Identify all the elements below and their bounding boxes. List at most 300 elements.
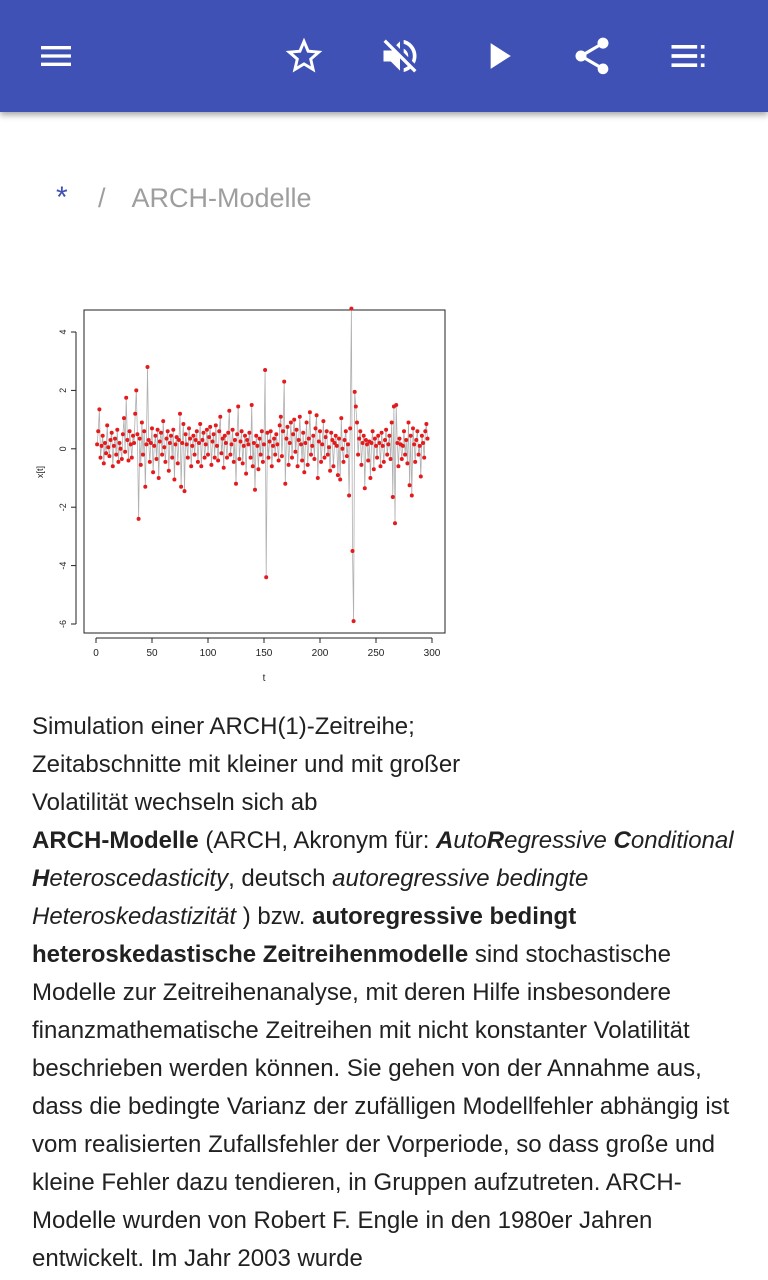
data-point	[191, 434, 195, 438]
data-point	[275, 442, 279, 446]
data-point	[142, 429, 146, 433]
data-point	[189, 464, 193, 468]
data-point	[101, 434, 105, 438]
data-point	[259, 453, 263, 457]
data-point	[267, 456, 271, 460]
data-point	[261, 460, 265, 464]
data-point	[377, 441, 381, 445]
deutsch-text: , deutsch	[228, 865, 333, 892]
data-point	[320, 442, 324, 446]
data-point	[106, 445, 110, 449]
data-point	[223, 434, 227, 438]
data-point	[161, 419, 165, 423]
data-point	[366, 459, 370, 463]
data-point	[127, 459, 131, 463]
data-point	[359, 463, 363, 467]
data-point	[290, 456, 294, 460]
paren-open: (ARCH, Akronym für:	[198, 827, 437, 854]
data-point	[405, 461, 409, 465]
data-point	[357, 437, 361, 441]
data-point	[109, 438, 113, 442]
data-point	[162, 445, 166, 449]
data-point	[246, 442, 250, 446]
data-point	[215, 444, 219, 448]
bzw-text: ) bzw.	[236, 903, 313, 930]
data-point	[292, 418, 296, 422]
data-point	[165, 437, 169, 441]
data-point	[351, 549, 355, 553]
data-point	[239, 440, 243, 444]
data-point	[386, 442, 390, 446]
data-point	[99, 456, 103, 460]
data-point	[321, 419, 325, 423]
x-tick-label: 200	[311, 648, 329, 659]
data-point	[384, 428, 388, 432]
data-point	[401, 444, 405, 448]
data-point	[129, 442, 133, 446]
data-point	[363, 486, 367, 490]
data-point	[138, 437, 142, 441]
data-point	[211, 440, 215, 444]
data-point	[150, 426, 154, 430]
data-point	[121, 432, 125, 436]
x-tick-label: 50	[146, 648, 158, 659]
y-axis-label: x[t]	[35, 465, 45, 479]
data-point	[97, 407, 101, 411]
star-icon	[282, 34, 326, 78]
data-point	[340, 447, 344, 451]
data-point	[421, 441, 425, 445]
data-point	[381, 444, 385, 448]
data-point	[252, 441, 256, 445]
y-tick-label: 0	[58, 446, 69, 452]
y-tick-label: 4	[58, 329, 69, 335]
data-point	[343, 438, 347, 442]
x-tick-label: 150	[255, 648, 273, 659]
data-point	[184, 432, 188, 436]
data-point	[214, 423, 218, 427]
data-point	[232, 460, 236, 464]
data-point	[353, 390, 357, 394]
data-point	[371, 429, 375, 433]
data-point	[197, 441, 201, 445]
data-point	[312, 457, 316, 461]
data-point	[400, 457, 404, 461]
data-point	[356, 453, 360, 457]
data-point	[335, 444, 339, 448]
arch-simulation-figure[interactable]	[30, 296, 450, 692]
data-point	[323, 456, 327, 460]
article-paragraph	[32, 822, 742, 1278]
data-point	[253, 488, 257, 492]
data-point	[345, 454, 349, 458]
data-point	[130, 456, 134, 460]
data-point	[167, 469, 171, 473]
data-point	[227, 409, 231, 413]
data-point	[286, 425, 290, 429]
data-point	[411, 426, 415, 430]
data-point	[113, 437, 117, 441]
data-point	[152, 444, 156, 448]
data-point	[256, 467, 260, 471]
data-point	[148, 460, 152, 464]
data-point	[128, 429, 132, 433]
data-point	[177, 438, 181, 442]
data-point	[415, 429, 419, 433]
data-point	[139, 463, 143, 467]
data-point	[289, 421, 293, 425]
data-point	[110, 431, 114, 435]
data-point	[283, 482, 287, 486]
data-point	[336, 473, 340, 477]
data-point	[146, 365, 150, 369]
data-point	[325, 429, 329, 433]
data-point	[389, 457, 393, 461]
data-point	[198, 422, 202, 426]
data-point	[206, 453, 210, 457]
data-point	[361, 441, 365, 445]
data-point	[347, 494, 351, 498]
data-point	[230, 442, 234, 446]
data-point	[307, 437, 311, 441]
data-point	[412, 442, 416, 446]
data-point	[348, 426, 352, 430]
x-tick-label: 100	[199, 648, 217, 659]
data-point	[144, 442, 148, 446]
data-point	[107, 454, 111, 458]
data-point	[374, 444, 378, 448]
data-point	[103, 441, 107, 445]
data-point	[208, 425, 212, 429]
data-point	[157, 476, 161, 480]
data-point	[168, 441, 172, 445]
data-point	[155, 457, 159, 461]
data-point	[328, 469, 332, 473]
data-point	[195, 429, 199, 433]
bookmark-button[interactable]	[276, 28, 332, 84]
data-point	[200, 438, 204, 442]
data-point	[387, 434, 391, 438]
data-point	[118, 441, 122, 445]
data-point	[319, 460, 323, 464]
data-point	[180, 441, 184, 445]
figure-caption: Simulation einer ARCH(1)-Zeitreihe; Zeitabschnitte mit kleiner und mit großer Volatilität wechseln sich ab	[32, 713, 461, 816]
data-point	[218, 415, 222, 419]
data-point	[326, 453, 330, 457]
menu-icon	[36, 36, 76, 76]
alt-term: autoregressive bedingt heteroskedastische Zeitreihenmodelle	[32, 903, 577, 968]
y-tick-label: -6	[58, 619, 69, 629]
data-point	[213, 456, 217, 460]
data-point	[274, 432, 278, 436]
data-point	[185, 442, 189, 446]
data-point	[391, 495, 395, 499]
data-point	[284, 437, 288, 441]
data-point	[115, 428, 119, 432]
data-point	[354, 405, 358, 409]
data-point	[166, 429, 170, 433]
data-point	[279, 415, 283, 419]
data-point	[370, 441, 374, 445]
share-button[interactable]	[564, 28, 620, 84]
data-point	[249, 456, 253, 460]
data-point	[268, 440, 272, 444]
share-icon	[570, 34, 614, 78]
data-point	[258, 437, 262, 441]
data-point	[316, 476, 320, 480]
data-point	[278, 423, 282, 427]
data-point	[171, 428, 175, 432]
data-point	[380, 431, 384, 435]
data-point	[410, 494, 414, 498]
data-point	[244, 472, 248, 476]
data-point	[216, 459, 220, 463]
data-point	[183, 489, 187, 493]
data-point	[199, 464, 203, 468]
y-tick-label: -2	[58, 503, 69, 512]
arch-simulation-chart	[30, 296, 450, 692]
data-point	[181, 422, 185, 426]
data-point	[303, 441, 307, 445]
data-point	[240, 429, 244, 433]
data-point	[349, 307, 353, 311]
data-point	[254, 434, 258, 438]
series-line	[97, 309, 427, 621]
data-point	[383, 438, 387, 442]
data-point	[228, 453, 232, 457]
data-point	[163, 460, 167, 464]
data-point	[373, 437, 377, 441]
contents-button[interactable]	[660, 28, 716, 84]
data-point	[133, 412, 137, 416]
data-point	[174, 442, 178, 446]
data-point	[404, 438, 408, 442]
data-point	[178, 412, 182, 416]
data-point	[102, 461, 106, 465]
data-point	[352, 619, 356, 623]
data-point	[224, 441, 228, 445]
data-point	[305, 421, 309, 425]
x-axis-label: t	[262, 673, 266, 684]
data-point	[235, 432, 239, 436]
data-point	[202, 431, 206, 435]
data-point	[131, 434, 135, 438]
data-point	[194, 438, 198, 442]
data-point	[364, 438, 368, 442]
data-point	[394, 403, 398, 407]
data-point	[114, 453, 118, 457]
data-point	[116, 460, 120, 464]
data-point	[187, 426, 191, 430]
acronym-a: A	[436, 827, 454, 854]
data-point	[311, 434, 315, 438]
y-tick-label: 2	[58, 387, 69, 393]
data-point	[190, 444, 194, 448]
data-point	[226, 431, 230, 435]
data-point	[355, 421, 359, 425]
data-point	[250, 403, 254, 407]
breadcrumb-home-link[interactable]: *	[56, 181, 68, 214]
data-point	[306, 463, 310, 467]
data-point	[426, 437, 430, 441]
data-point	[338, 478, 342, 482]
data-point	[414, 438, 418, 442]
data-point	[372, 467, 376, 471]
data-point	[296, 464, 300, 468]
data-point	[169, 434, 173, 438]
data-point	[95, 442, 99, 446]
data-point	[298, 415, 302, 419]
x-tick-label: 0	[93, 648, 99, 659]
data-point	[339, 416, 343, 420]
data-point	[153, 434, 157, 438]
data-point	[203, 456, 207, 460]
acronym-r-rest: egressive	[504, 827, 607, 854]
data-point	[310, 444, 314, 448]
data-point	[156, 428, 160, 432]
data-point	[141, 453, 145, 457]
data-point	[342, 460, 346, 464]
data-point	[382, 460, 386, 464]
acronym-h-rest: eteroscedasticity	[49, 865, 229, 892]
data-point	[281, 429, 285, 433]
data-point	[346, 442, 350, 446]
data-point	[143, 485, 147, 489]
data-point	[170, 456, 174, 460]
data-point	[132, 441, 136, 445]
data-point	[419, 475, 423, 479]
data-point	[301, 431, 305, 435]
data-point	[418, 444, 422, 448]
y-tick-label: -4	[58, 561, 69, 570]
german-term: autoregressive bedingte Heteroskedastizität	[32, 865, 589, 930]
data-point	[413, 460, 417, 464]
data-point	[295, 428, 299, 432]
data-point	[409, 434, 413, 438]
data-point	[423, 429, 427, 433]
data-point	[234, 482, 238, 486]
data-point	[196, 460, 200, 464]
data-point	[260, 429, 264, 433]
data-point	[243, 434, 247, 438]
data-point	[122, 416, 126, 420]
data-point	[111, 464, 115, 468]
data-point	[314, 426, 318, 430]
data-point	[317, 440, 321, 444]
data-point	[233, 438, 237, 442]
data-point	[159, 431, 163, 435]
data-point	[280, 454, 284, 458]
data-point	[160, 453, 164, 457]
data-point	[245, 438, 249, 442]
data-point	[407, 421, 411, 425]
data-point	[186, 456, 190, 460]
volume-off-icon	[378, 34, 422, 78]
data-point	[269, 429, 273, 433]
data-point	[379, 464, 383, 468]
data-point	[288, 441, 292, 445]
data-point	[204, 442, 208, 446]
data-point	[282, 380, 286, 384]
data-point	[219, 451, 223, 455]
acronym-c-rest: onditional	[630, 827, 734, 854]
data-point	[368, 476, 372, 480]
data-point	[151, 470, 155, 474]
data-point	[331, 464, 335, 468]
data-point	[263, 368, 267, 372]
data-point	[422, 456, 426, 460]
data-point	[217, 429, 221, 433]
data-point	[375, 456, 379, 460]
data-point	[277, 459, 281, 463]
data-point	[337, 437, 341, 441]
data-point	[271, 444, 275, 448]
data-point	[119, 447, 123, 451]
data-point	[176, 461, 180, 465]
data-point	[205, 428, 209, 432]
data-point	[137, 517, 141, 521]
acronym-h: H	[32, 865, 50, 892]
data-point	[308, 410, 312, 414]
data-point	[393, 521, 397, 525]
data-point	[273, 453, 277, 457]
data-point	[309, 453, 313, 457]
data-point	[403, 453, 407, 457]
data-point	[291, 432, 295, 436]
data-point	[327, 445, 331, 449]
data-point	[287, 463, 291, 467]
data-point	[362, 434, 366, 438]
data-point	[297, 438, 301, 442]
data-point	[237, 457, 241, 461]
play-button[interactable]	[470, 28, 526, 84]
data-point	[135, 432, 139, 436]
data-point	[236, 405, 240, 409]
data-point	[96, 429, 100, 433]
data-point	[158, 440, 162, 444]
menu-button[interactable]	[28, 28, 84, 84]
data-point	[241, 461, 245, 465]
data-point	[140, 421, 144, 425]
data-point	[262, 442, 266, 446]
data-point	[396, 464, 400, 468]
data-point	[212, 432, 216, 436]
data-point	[207, 435, 211, 439]
data-point	[125, 438, 129, 442]
data-point	[255, 444, 259, 448]
acronym-a-rest: uto	[453, 827, 487, 854]
data-point	[417, 453, 421, 457]
data-point	[324, 435, 328, 439]
data-point	[315, 413, 319, 417]
breadcrumb	[56, 176, 312, 220]
data-point	[424, 422, 428, 426]
mute-button[interactable]	[372, 28, 428, 84]
data-point	[179, 485, 183, 489]
data-point	[134, 388, 138, 392]
playlist-icon	[666, 34, 710, 78]
data-point	[329, 431, 333, 435]
x-tick-label: 250	[367, 648, 385, 659]
data-point	[420, 434, 424, 438]
article-body-rest: sind stochastische Modelle zur Zeitreihenanalyse, mit deren Hilfe insbesondere finanzmathematische Zeitreihen mit nicht konstanter Volatilität beschrieben werden können. Sie gehen von der Annahme aus, dass die bedingte Varianz der zufälligen Modellfehler abhängig ist vom realisierten Zufallsfehler der Vorperiode, so dass große und kleine Fehler dazu tendieren, in Gruppen aufzutreten. ARCH-Modelle wurden von Robert F. Engle in den 1980er Jahren entwickelt. Im Jahr 2003 wurde	[32, 941, 730, 1272]
breadcrumb-separator: /	[98, 182, 106, 213]
data-point	[299, 442, 303, 446]
x-tick-label: 300	[423, 648, 441, 659]
acronym-r: R	[486, 827, 505, 854]
data-point	[247, 431, 251, 435]
data-point	[344, 429, 348, 433]
